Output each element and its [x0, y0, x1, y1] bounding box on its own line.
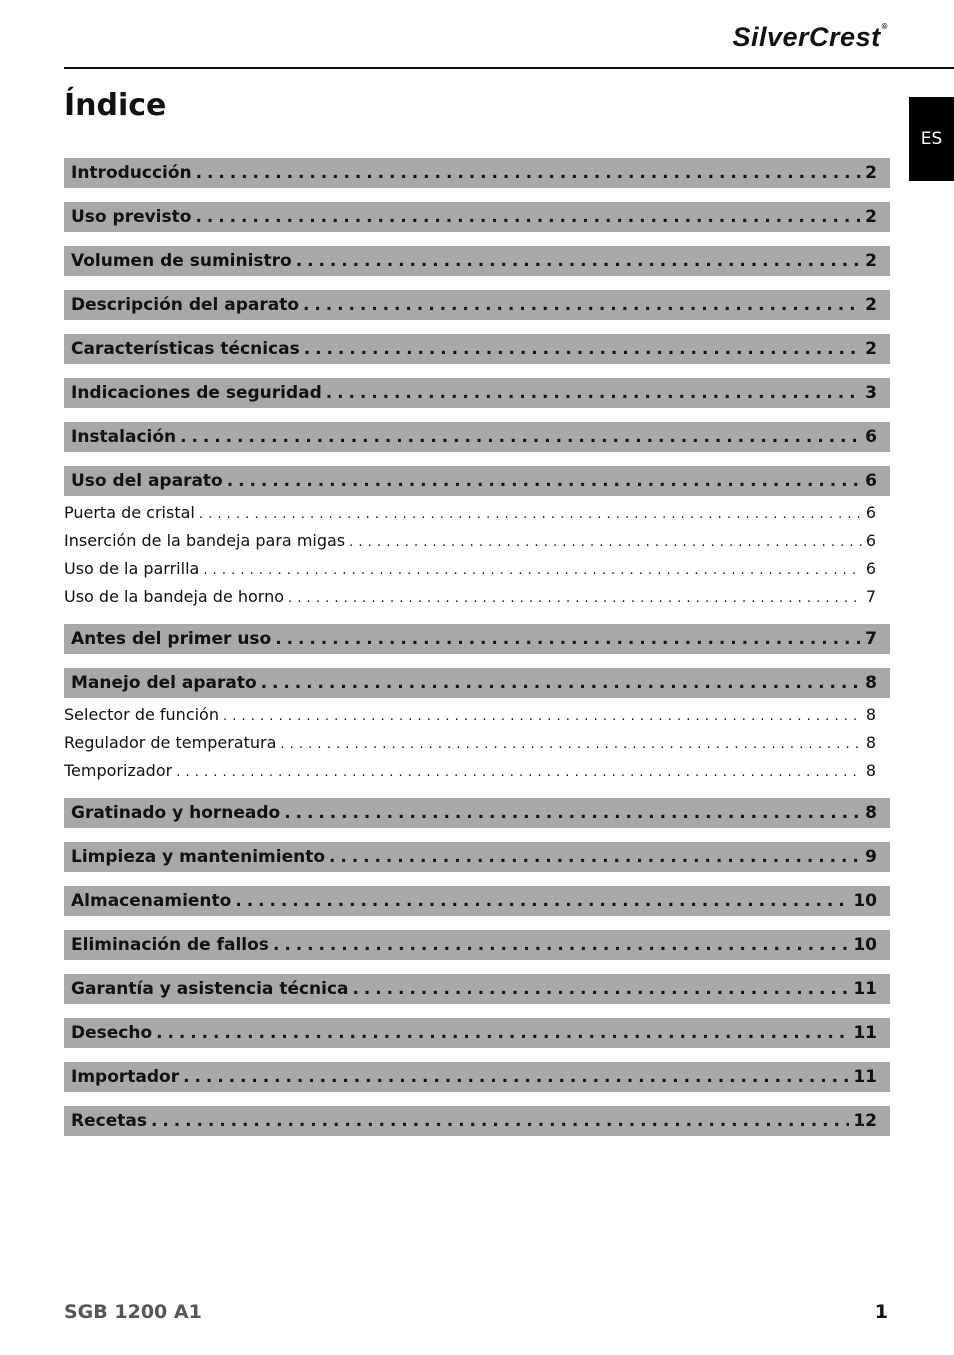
toc-dot-leader: [227, 471, 861, 491]
footer-page-number: 1: [874, 1301, 888, 1323]
toc-entry-page: 6: [865, 427, 877, 447]
toc-entry-label: Descripción del aparato: [71, 295, 300, 315]
toc-subsection-entry[interactable]: [64, 554, 890, 582]
toc-section-entry[interactable]: [64, 246, 890, 276]
toc-section-entry[interactable]: [64, 290, 890, 320]
toc-subsection-entry[interactable]: [64, 728, 890, 756]
toc-entry-page: 10: [853, 935, 877, 955]
toc-entry-label: Indicaciones de seguridad: [71, 383, 322, 403]
toc-dot-leader: [180, 427, 861, 447]
toc-entry-label: Uso previsto: [71, 207, 192, 227]
toc-dot-leader: [183, 1067, 849, 1087]
toc-entry-page: 12: [853, 1111, 877, 1131]
toc-section-entry[interactable]: [64, 624, 890, 654]
toc-section-entry[interactable]: [64, 422, 890, 452]
toc-subsection-entry[interactable]: [64, 526, 890, 554]
toc-entry-label: Antes del primer uso: [71, 629, 272, 649]
toc-dot-leader: [196, 163, 862, 183]
toc-entry-label: Uso de la bandeja de horno: [64, 586, 285, 606]
toc-dot-leader: [353, 979, 850, 999]
toc-dot-leader: [156, 1023, 849, 1043]
toc-entry-label: Volumen de suministro: [71, 251, 292, 271]
toc-entry-page: 6: [865, 530, 876, 550]
toc-entry-page: 8: [865, 760, 876, 780]
toc-entry-label: Eliminación de fallos: [71, 935, 269, 955]
toc-entry-page: 11: [853, 1067, 877, 1087]
language-tab: [909, 97, 954, 181]
toc-subsection-entry[interactable]: [64, 756, 890, 784]
toc-entry-label: Puerta de cristal: [64, 502, 195, 522]
toc-section-entry[interactable]: [64, 974, 890, 1004]
toc-dot-leader: [151, 1111, 849, 1131]
toc-entry-page: 7: [865, 629, 877, 649]
toc-entry-label: Características técnicas: [71, 339, 300, 359]
toc-subsection-entry[interactable]: [64, 582, 890, 610]
toc-entry-page: 2: [865, 163, 877, 183]
toc-entry-page: 2: [865, 207, 877, 227]
toc-section-entry[interactable]: [64, 668, 890, 698]
toc-entry-label: Uso de la parrilla: [64, 558, 200, 578]
toc-entry-label: Regulador de temperatura: [64, 732, 277, 752]
toc-entry-page: 2: [865, 295, 877, 315]
toc-dot-leader: [284, 803, 861, 823]
toc-entry-page: 8: [865, 732, 876, 752]
toc-dot-leader: [176, 761, 862, 780]
toc-section-entry[interactable]: [64, 1018, 890, 1048]
toc-dot-leader: [329, 847, 861, 867]
toc-entry-label: Manejo del aparato: [71, 673, 257, 693]
header-rule: [64, 67, 954, 69]
registered-mark: ®: [881, 22, 888, 31]
toc-entry-label: Temporizador: [64, 760, 173, 780]
toc-dot-leader: [349, 531, 862, 550]
toc-section-entry[interactable]: [64, 1106, 890, 1136]
toc-entry-label: Inserción de la bandeja para migas: [64, 530, 346, 550]
toc-section-entry[interactable]: [64, 886, 890, 916]
toc-entry-page: 3: [865, 383, 877, 403]
toc-section-entry[interactable]: [64, 1062, 890, 1092]
toc-section-entry[interactable]: [64, 334, 890, 364]
language-tab-label: ES: [920, 129, 943, 149]
toc-entry-label: Uso del aparato: [71, 471, 223, 491]
toc-dot-leader: [280, 733, 861, 752]
toc-dot-leader: [296, 251, 861, 271]
toc-dot-leader: [195, 207, 861, 227]
toc-entry-label: Desecho: [71, 1023, 153, 1043]
toc-dot-leader: [235, 891, 849, 911]
toc-entry-label: Gratinado y horneado: [71, 803, 281, 823]
toc-subsection-entry[interactable]: [64, 700, 890, 728]
toc-entry-page: 8: [865, 803, 877, 823]
toc-entry-page: 8: [865, 673, 877, 693]
toc-entry-label: Introducción: [71, 163, 192, 183]
toc-subsection-entry[interactable]: [64, 498, 890, 526]
brand-logo-text: SilverCrest: [732, 22, 881, 52]
toc-dot-leader: [288, 587, 862, 606]
toc-dot-leader: [273, 935, 849, 955]
toc-section-entry[interactable]: [64, 202, 890, 232]
toc-dot-leader: [304, 339, 861, 359]
toc-entry-page: 2: [865, 251, 877, 271]
toc-entry-page: 10: [853, 891, 877, 911]
toc-entry-page: 9: [865, 847, 877, 867]
toc-dot-leader: [203, 559, 861, 578]
toc-entry-label: Garantía y asistencia técnica: [71, 979, 349, 999]
toc-dot-leader: [261, 673, 861, 693]
toc-entry-page: 6: [865, 471, 877, 491]
toc-section-entry[interactable]: [64, 798, 890, 828]
toc-entry-label: Recetas: [71, 1111, 147, 1131]
toc-dot-leader: [223, 705, 862, 724]
table-of-contents: [64, 158, 890, 1136]
toc-entry-label: Selector de función: [64, 704, 219, 724]
toc-section-entry[interactable]: [64, 158, 890, 188]
toc-entry-label: Almacenamiento: [71, 891, 232, 911]
toc-dot-leader: [199, 503, 862, 522]
toc-entry-label: Instalación: [71, 427, 177, 447]
toc-entry-page: 11: [853, 1023, 877, 1043]
toc-section-entry[interactable]: [64, 466, 890, 496]
footer-model: SGB 1200 A1: [64, 1301, 202, 1323]
toc-section-entry[interactable]: [64, 930, 890, 960]
toc-dot-leader: [275, 629, 861, 649]
toc-entry-label: Limpieza y mantenimiento: [71, 847, 326, 867]
toc-dot-leader: [326, 383, 861, 403]
toc-entry-page: 8: [865, 704, 876, 724]
toc-dot-leader: [303, 295, 861, 315]
toc-entry-label: Importador: [71, 1067, 180, 1087]
toc-entry-page: 11: [853, 979, 877, 999]
page-title: Índice: [64, 88, 167, 123]
toc-section-entry[interactable]: [64, 842, 890, 872]
toc-entry-page: 6: [865, 502, 876, 522]
brand-logo: [733, 22, 889, 53]
toc-entry-page: 7: [865, 586, 876, 606]
toc-section-entry[interactable]: [64, 378, 890, 408]
toc-entry-page: 6: [865, 558, 876, 578]
toc-entry-page: 2: [865, 339, 877, 359]
